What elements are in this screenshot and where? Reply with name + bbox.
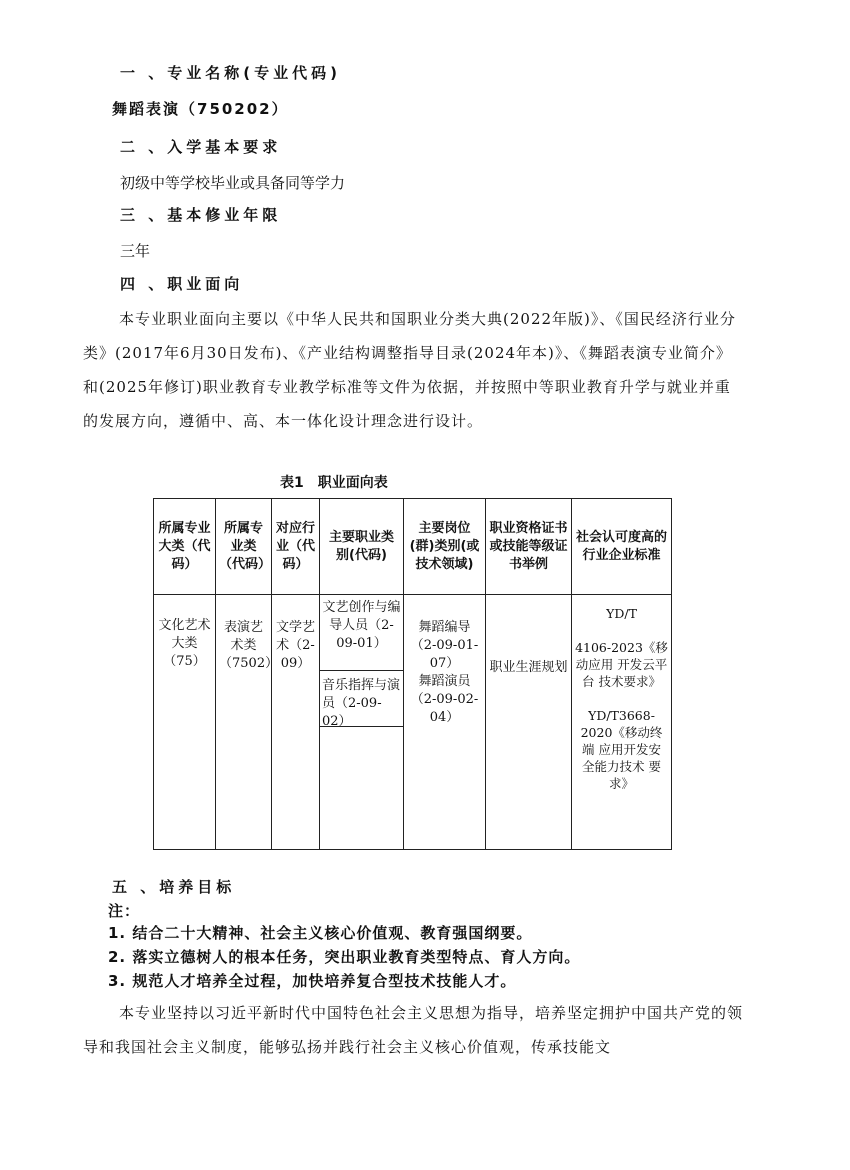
- job-writer: 文艺创作与编导人员（2-09-01）: [320, 595, 403, 671]
- section-1-body: 舞蹈表演（750202）: [112, 100, 289, 118]
- table-caption: 表1 职业面向表: [280, 475, 388, 491]
- note-item-1: 1. 结合二十大精神、社会主义核心价值观、教育强国纲要。: [108, 924, 533, 942]
- section-1-title: 一 、专业名称(专业代码): [120, 64, 341, 82]
- cell-class: 表演艺术类（7502）: [216, 595, 272, 850]
- section-3-body: 三年: [120, 242, 151, 260]
- notes-label: 注：: [108, 902, 141, 920]
- cell-major: 文化艺术大类（75）: [154, 595, 216, 850]
- section-2-body: 初级中等学校毕业或具备同等学力: [120, 174, 346, 192]
- table-row: [154, 595, 672, 850]
- header-major: 所属专业大类（代码）: [154, 499, 216, 595]
- cell-industry: 文学艺术（2-09）: [272, 595, 320, 850]
- header-certificate: 职业资格证书或技能等级证书举例: [486, 499, 572, 595]
- occupation-table: [153, 498, 672, 850]
- cell-standard: YD/T 4106-2023《移动应用 开发云平台 技术要求》 YD/T3668-2020《移动终端 应用开发安 全能力技术 要求》: [572, 595, 672, 850]
- job-musician: 音乐指挥与演员（2-09-02）: [320, 671, 403, 727]
- note-item-2: 2. 落实立德树人的根本任务，突出职业教育类型特点、育人方向。: [108, 948, 581, 966]
- section-2-title: 二 、入学基本要求: [120, 138, 282, 156]
- section-5-paragraph: [83, 996, 743, 1064]
- cell-job: [320, 595, 404, 850]
- section-4-paragraph: [83, 302, 743, 438]
- cell-post: 舞蹈编导（2-09-01-07） 舞蹈演员（2-09-02-04）: [404, 595, 486, 850]
- note-item-3: 3. 规范人才培养全过程，加快培养复合型技术技能人才。: [108, 972, 517, 990]
- section-5-paragraph-text: 本专业坚持以习近平新时代中国特色社会主义思想为指导，培养坚定拥护中国共产党的领导和我国社会主义制度，能够弘扬并践行社会主义核心价值观，传承技能文: [83, 1004, 744, 1056]
- header-post: 主要岗位(群)类别(或技术领域): [404, 499, 486, 595]
- section-5-title: 五 、培养目标: [112, 878, 236, 896]
- header-class: 所属专业类（代码）: [216, 499, 272, 595]
- section-4-paragraph-text: 本专业职业面向主要以《中华人民共和国职业分类大典(2022年版)》、《国民经济行业分类》(2017年6月30日发布)、《产业结构调整指导目录(2024年本)》、《舞蹈表演专业简介》和(2025年修订)职业教育专业教学标准等文件为依据，并按照中等职业教育升学与就业并重的发展方向，遵循中、高、本一体化设计理念进行设计。: [83, 310, 736, 430]
- header-standard: 社会认可度高的行业企业标准: [572, 499, 672, 595]
- cell-certificate: 职业生涯规划: [486, 595, 572, 850]
- header-job-category: 主要职业类别(代码): [320, 499, 404, 595]
- section-4-title: 四 、职业面向: [120, 275, 244, 293]
- section-3-title: 三 、基本修业年限: [120, 206, 282, 224]
- header-industry: 对应行业（代码）: [272, 499, 320, 595]
- job-empty: [320, 727, 403, 849]
